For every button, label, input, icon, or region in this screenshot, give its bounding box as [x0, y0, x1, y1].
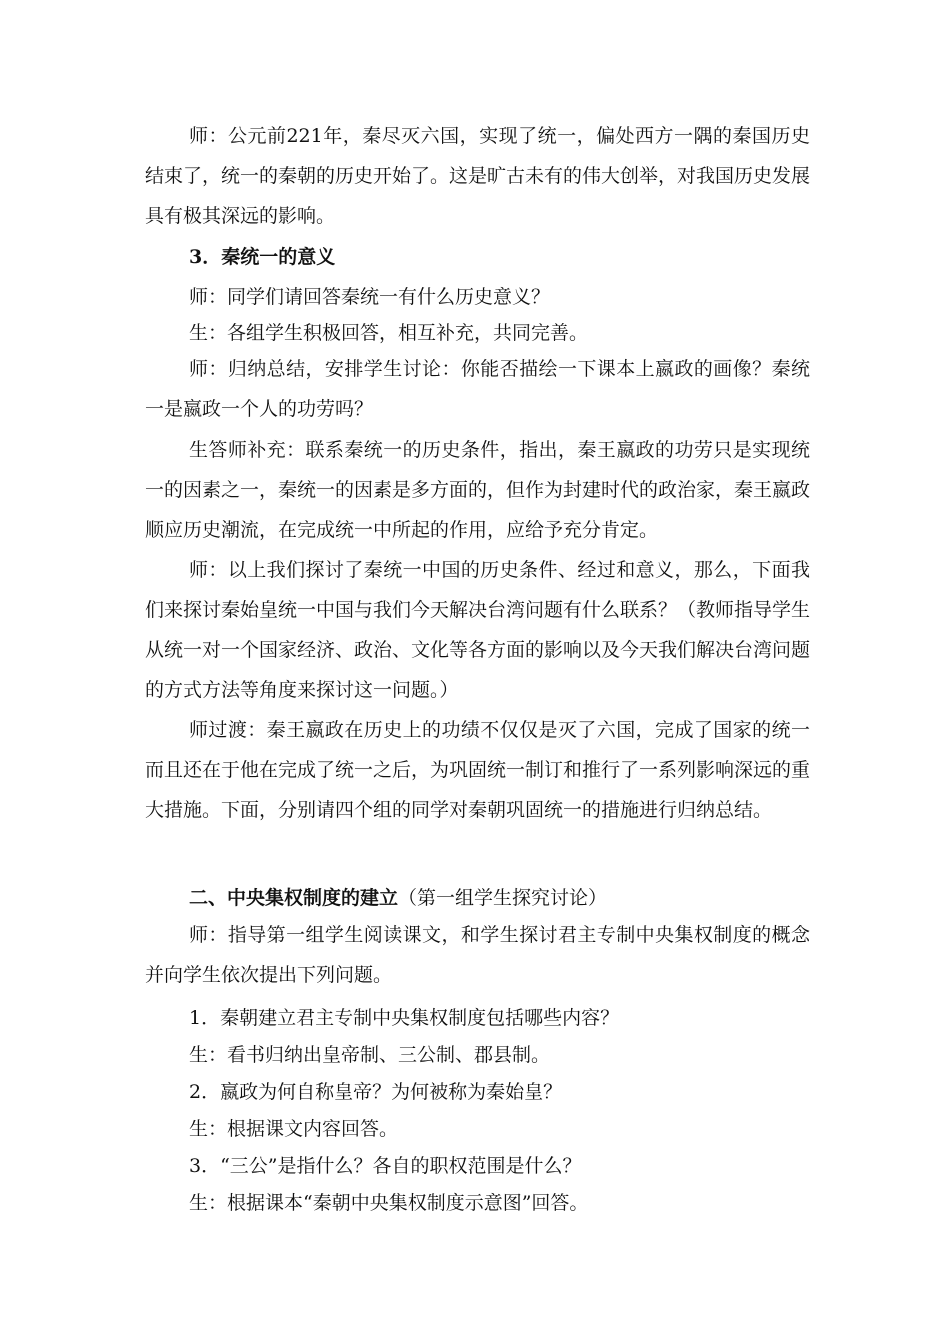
answer-1: 生：看书归纳出皇帝制、三公制、郡县制。 [189, 1044, 551, 1066]
question-1: 1．秦朝建立君主专制中央集权制度包括哪些内容？ [189, 1007, 620, 1029]
paragraph-guidance: 师：指导第一组学生阅读课文，和学生探讨君主专制中央集权制度的概念并向学生依次提出下列问题。 [145, 924, 810, 986]
paragraph-taiwan-discussion: 师：以上我们探讨了秦统一中国的历史条件、经过和意义，那么，下面我们来探讨秦始皇统一中国与我们今天解决台湾问题有什么联系？（教师指导学生从统一对一个国家经济、政治、文化等各方面的影响以及今天我们解决台湾问题的方式方法等角度来探讨这一问题。） [145, 559, 811, 701]
answer-2: 生：根据课文内容回答。 [189, 1118, 399, 1140]
heading-central-power-note: （第一组学生探究讨论） [398, 887, 608, 909]
paragraph-teacher-summary: 师：归纳总结，安排学生讨论：你能否描绘一下课本上嬴政的画像？秦统一是嬴政一个人的功劳吗？ [145, 358, 810, 420]
heading-central-power [145, 878, 810, 918]
paragraph-qin-unification: 师：公元前221年，秦尽灭六国，实现了统一，偏处西方一隅的秦国历史结束了，统一的秦朝的历史开始了。这是旷古未有的伟大创举，对我国历史发展具有极其深远的影响。 [145, 125, 811, 227]
question-2: 2．嬴政为何自称皇帝？为何被称为秦始皇？ [189, 1081, 563, 1103]
heading-central-power-title: 二、中央集权制度的建立 [189, 887, 399, 909]
answer-3: 生：根据课本“秦朝中央集权制度示意图”回答。 [189, 1192, 589, 1214]
question-3: 3．“三公”是指什么？各自的职权范围是什么？ [189, 1155, 582, 1177]
paragraph-transition: 师过渡：秦王嬴政在历史上的功绩不仅仅是灭了六国，完成了国家的统一而且还在于他在完成了统一之后，为巩固统一制订和推行了一系列影响深远的重大措施。下面，分别请四个组的同学对秦朝巩固统一的措施进行归纳总结。 [145, 719, 811, 821]
paragraph-student-answer: 生：各组学生积极回答，相互补充，共同完善。 [189, 322, 589, 344]
paragraph-student-teacher-supplement: 生答师补充：联系秦统一的历史条件，指出，秦王嬴政的功劳只是实现统一的因素之一，秦统一的因素是多方面的，但作为封建时代的政治家，秦王嬴政顺应历史潮流，在完成统一中所起的作用，应给予充分肯定。 [145, 439, 811, 541]
heading-significance: 3．秦统一的意义 [189, 246, 336, 268]
paragraph-teacher-question: 师：同学们请回答秦统一有什么历史意义？ [189, 286, 551, 308]
